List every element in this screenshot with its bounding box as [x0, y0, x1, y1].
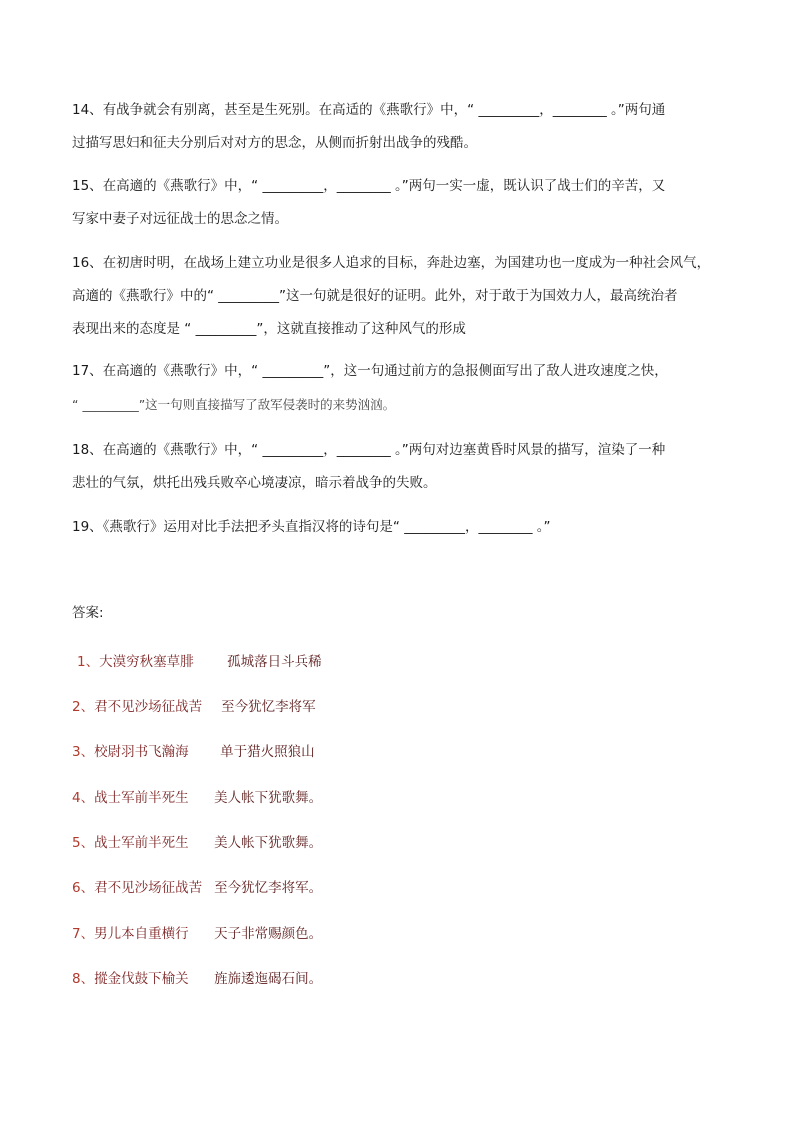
answer-second-line: 美人帐下犹歌舞。: [214, 790, 323, 806]
question-19: [72, 511, 732, 544]
answer-item-4: [72, 788, 322, 808]
question-number: 16、: [72, 255, 103, 271]
question-text-line: 高適的《燕歌行》中的“ _________”这一句就是很好的证明。此外，对于敢于为国效力人，最高统治者: [72, 288, 678, 304]
answer-item-8: [72, 969, 322, 989]
answer-second-line: 旌旆逶迤碣石间。: [214, 971, 323, 987]
answer-first-line: 战士军前半死生: [94, 835, 189, 851]
answer-number: 6、: [72, 880, 95, 896]
answer-first-line: 君不见沙场征战苦: [94, 880, 203, 896]
answers-heading: 答案:: [72, 605, 104, 621]
question-text-line: 《燕歌行》运用对比手法把矛头直指汉将的诗句是“ _________，________ 。”: [102, 519, 551, 535]
question-text-line: 在高適的《燕歌行》中，“ _________，________ 。”两句对边塞黄昏时风景的描写，渲染了一种: [102, 442, 666, 458]
question-text-line: 在高適的《燕歌行》中，“ _________，________ 。”两句一实一虚，既认识了战士们的辛苦，又: [102, 178, 666, 194]
answer-item-6: [72, 878, 322, 898]
question-text-line: 有战争就会有别离，甚至是生死别。在高适的《燕歌行》中，“ _________，________ 。”两句通: [102, 102, 666, 118]
question-18: [72, 434, 732, 500]
answer-number: 2、: [72, 699, 95, 715]
answer-number: 1、: [77, 654, 100, 670]
question-number: 14、: [72, 102, 103, 118]
question-number: 19、: [72, 519, 103, 535]
answer-first-line: 君不见沙场征战苦: [94, 699, 203, 715]
question-text-line: 表现出来的态度是 “ _________”，这就直接推动了这种风气的形成: [72, 321, 466, 337]
question-14: [72, 94, 732, 160]
question-17: [72, 355, 732, 421]
question-text-line: 过描写思妇和征夫分别后对对方的思念，从侧而折射出战争的残酷。: [72, 135, 477, 151]
answer-second-line: 天子非常赐颜色。: [214, 926, 323, 942]
answer-first-line: 战士军前半死生: [94, 790, 189, 806]
question-text-line: 悲壮的气氛，烘托出残兵败卒心境凄凉，暗示着战争的失败。: [72, 475, 437, 491]
answer-second-line: 至今犹忆李将军。: [214, 880, 323, 896]
answer-item-1: [77, 652, 322, 672]
answer-number: 3、: [72, 744, 95, 760]
answer-item-5: [72, 833, 322, 853]
answer-first-line: 摐金伐鼓下榆关: [94, 971, 189, 987]
question-16: [72, 247, 732, 346]
answer-first-line: 男儿本自重横行: [94, 926, 189, 942]
answer-number: 5、: [72, 835, 95, 851]
answer-item-7: [72, 924, 322, 944]
answer-second-line: 单于猎火照狼山: [220, 744, 315, 760]
question-text-line: 在高適的《燕歌行》中，“ _________”，这一句通过前方的急报侧面写出了敌人进攻速度之快，: [102, 363, 668, 379]
answer-second-line: 孤城落日斗兵稀: [227, 654, 322, 670]
answer-number: 7、: [72, 926, 95, 942]
answer-first-line: 校尉羽书飞瀚海: [94, 744, 189, 760]
answer-first-line: 大漠穷秋塞草腓: [99, 654, 194, 670]
question-text-line: 写家中妻子对远征战士的思念之情。: [72, 211, 288, 227]
question-number: 18、: [72, 442, 103, 458]
answer-number: 8、: [72, 971, 95, 987]
question-15: [72, 170, 732, 236]
question-text-line: 在初唐时明，在战场上建立功业是很多人追求的目标，奔赴边塞，为国建功也一度成为一种社会风气，: [102, 255, 711, 271]
answer-second-line: 美人帐下犹歌舞。: [214, 835, 323, 851]
question-text-line: “ _________”这一句则直接描写了敌军侵袭时的来势汹汹。: [72, 397, 396, 412]
answer-item-2: [72, 697, 316, 717]
question-number: 17、: [72, 363, 103, 379]
question-number: 15、: [72, 178, 103, 194]
answer-number: 4、: [72, 790, 95, 806]
answer-item-3: [72, 742, 315, 762]
answer-second-line: 至今犹忆李将军: [221, 699, 316, 715]
